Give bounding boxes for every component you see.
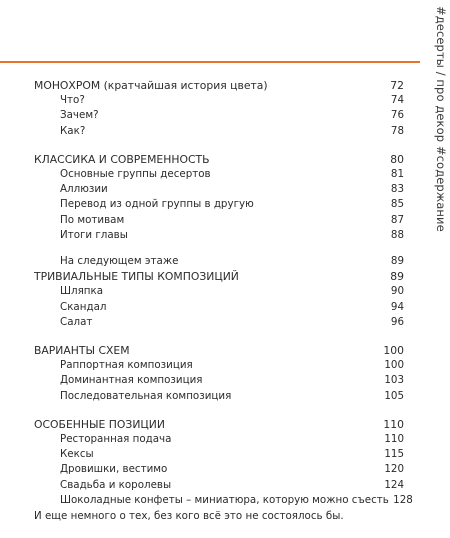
toc-heading-title: ТРИВИАЛЬНЫЕ ТИПЫ КОМПОЗИЦИЙ — [34, 270, 239, 284]
toc-item-label: Салат — [60, 315, 93, 328]
toc-heading[interactable] — [34, 78, 404, 93]
toc-page-number: 124 — [384, 478, 404, 491]
toc-page-number: 105 — [384, 389, 404, 402]
toc-item-label: Доминантная композиция — [60, 374, 203, 387]
toc-page-number: 88 — [390, 228, 404, 241]
toc-item-label: Зачем? — [60, 109, 99, 122]
toc-section-trivial-types — [34, 269, 404, 330]
toc-page-number: 103 — [384, 374, 404, 387]
toc-page-number: 100 — [383, 344, 404, 358]
toc-item-label: Основные группы десертов — [60, 168, 211, 181]
toc-heading[interactable] — [34, 152, 404, 167]
toc-page-number: 110 — [384, 433, 404, 446]
toc-item[interactable] — [34, 197, 404, 212]
toc-page-number: 83 — [390, 183, 404, 196]
toc-item-label: Шляпка — [60, 285, 104, 298]
toc-item-label: По мотивам — [60, 213, 125, 226]
toc-item[interactable] — [34, 167, 404, 182]
toc-page-number: 72 — [390, 79, 404, 92]
toc-item-label: Дровишки, вестимо — [60, 463, 168, 476]
toc-page-number: 115 — [384, 448, 404, 461]
toc-item-label: Аллюзии — [60, 183, 108, 196]
toc-item[interactable] — [34, 358, 404, 373]
table-of-contents — [34, 78, 413, 521]
toc-item-label: Последовательная композиция — [60, 389, 232, 402]
toc-heading[interactable] — [34, 417, 404, 432]
toc-item[interactable] — [34, 124, 404, 139]
toc-section-schemes — [34, 343, 404, 404]
toc-page-number: 87 — [390, 213, 404, 226]
toc-item[interactable] — [34, 213, 404, 228]
toc-page-number: 128 — [393, 493, 413, 506]
toc-page-number: 78 — [390, 124, 404, 137]
toc-heading-note: (кратчайшая история цвета) — [103, 79, 268, 92]
toc-item[interactable] — [34, 493, 413, 508]
toc-heading[interactable] — [34, 343, 404, 358]
toc-item[interactable] — [34, 93, 404, 108]
toc-item[interactable] — [34, 254, 404, 269]
toc-section-classics — [34, 152, 404, 269]
toc-section-special — [34, 417, 413, 508]
toc-item[interactable] — [34, 373, 404, 388]
toc-page-number: 89 — [390, 270, 404, 284]
toc-page-number: 76 — [390, 109, 404, 122]
toc-item-label: Ресторанная подача — [60, 433, 172, 446]
toc-item[interactable] — [34, 300, 404, 315]
toc-item[interactable] — [34, 108, 404, 123]
orange-rule — [0, 61, 420, 63]
toc-heading-title: КЛАССИКА И СОВРЕМЕННОСТЬ — [34, 152, 210, 166]
footer-note: И еще немного о тех, без кого всё это не состоялось бы. — [34, 510, 344, 522]
toc-page-number: 85 — [390, 198, 404, 211]
toc-item[interactable] — [34, 432, 404, 447]
toc-item[interactable] — [34, 315, 404, 330]
toc-page-number: 90 — [390, 285, 404, 298]
toc-page-number: 94 — [390, 300, 404, 313]
toc-item[interactable] — [34, 462, 404, 477]
toc-item-label: Что? — [60, 94, 85, 107]
toc-item-label: Свадьба и королевы — [60, 478, 172, 491]
toc-heading-title: ОСОБЕННЫЕ ПОЗИЦИИ — [34, 417, 165, 431]
toc-page-number: 80 — [390, 152, 404, 166]
toc-heading[interactable] — [34, 269, 404, 284]
toc-heading-title: МОНОХРОМ (кратчайшая история цвета) — [34, 79, 268, 92]
toc-heading-title: ВАРИАНТЫ СХЕМ — [34, 344, 130, 358]
toc-item-label: Как? — [60, 124, 86, 137]
toc-item[interactable] — [34, 478, 404, 493]
toc-item[interactable] — [34, 284, 404, 299]
toc-page-number: 81 — [390, 168, 404, 181]
toc-item[interactable] — [34, 228, 404, 243]
toc-page-number: 89 — [390, 255, 404, 268]
toc-section-monochrome — [34, 78, 404, 139]
toc-item[interactable] — [34, 182, 404, 197]
toc-item-label: Шоколадные конфеты – миниатюра, которую можно съесть — [60, 493, 389, 506]
toc-item-label: На следующем этаже — [60, 255, 179, 268]
toc-item-label: Кексы — [60, 448, 94, 461]
toc-item-label: Перевод из одной группы в другую — [60, 198, 254, 211]
toc-page-number: 74 — [390, 94, 404, 107]
toc-item-label: Раппортная композиция — [60, 359, 193, 372]
toc-item-label: Скандал — [60, 300, 107, 313]
toc-page-number: 96 — [390, 315, 404, 328]
toc-item[interactable] — [34, 447, 404, 462]
toc-item-label: Итоги главы — [60, 228, 128, 241]
side-label: #десерты / про декор #содержание — [434, 6, 448, 232]
toc-page-number: 120 — [384, 463, 404, 476]
toc-item[interactable] — [34, 389, 404, 404]
toc-page-number: 110 — [383, 417, 404, 431]
toc-page-number: 100 — [384, 359, 404, 372]
